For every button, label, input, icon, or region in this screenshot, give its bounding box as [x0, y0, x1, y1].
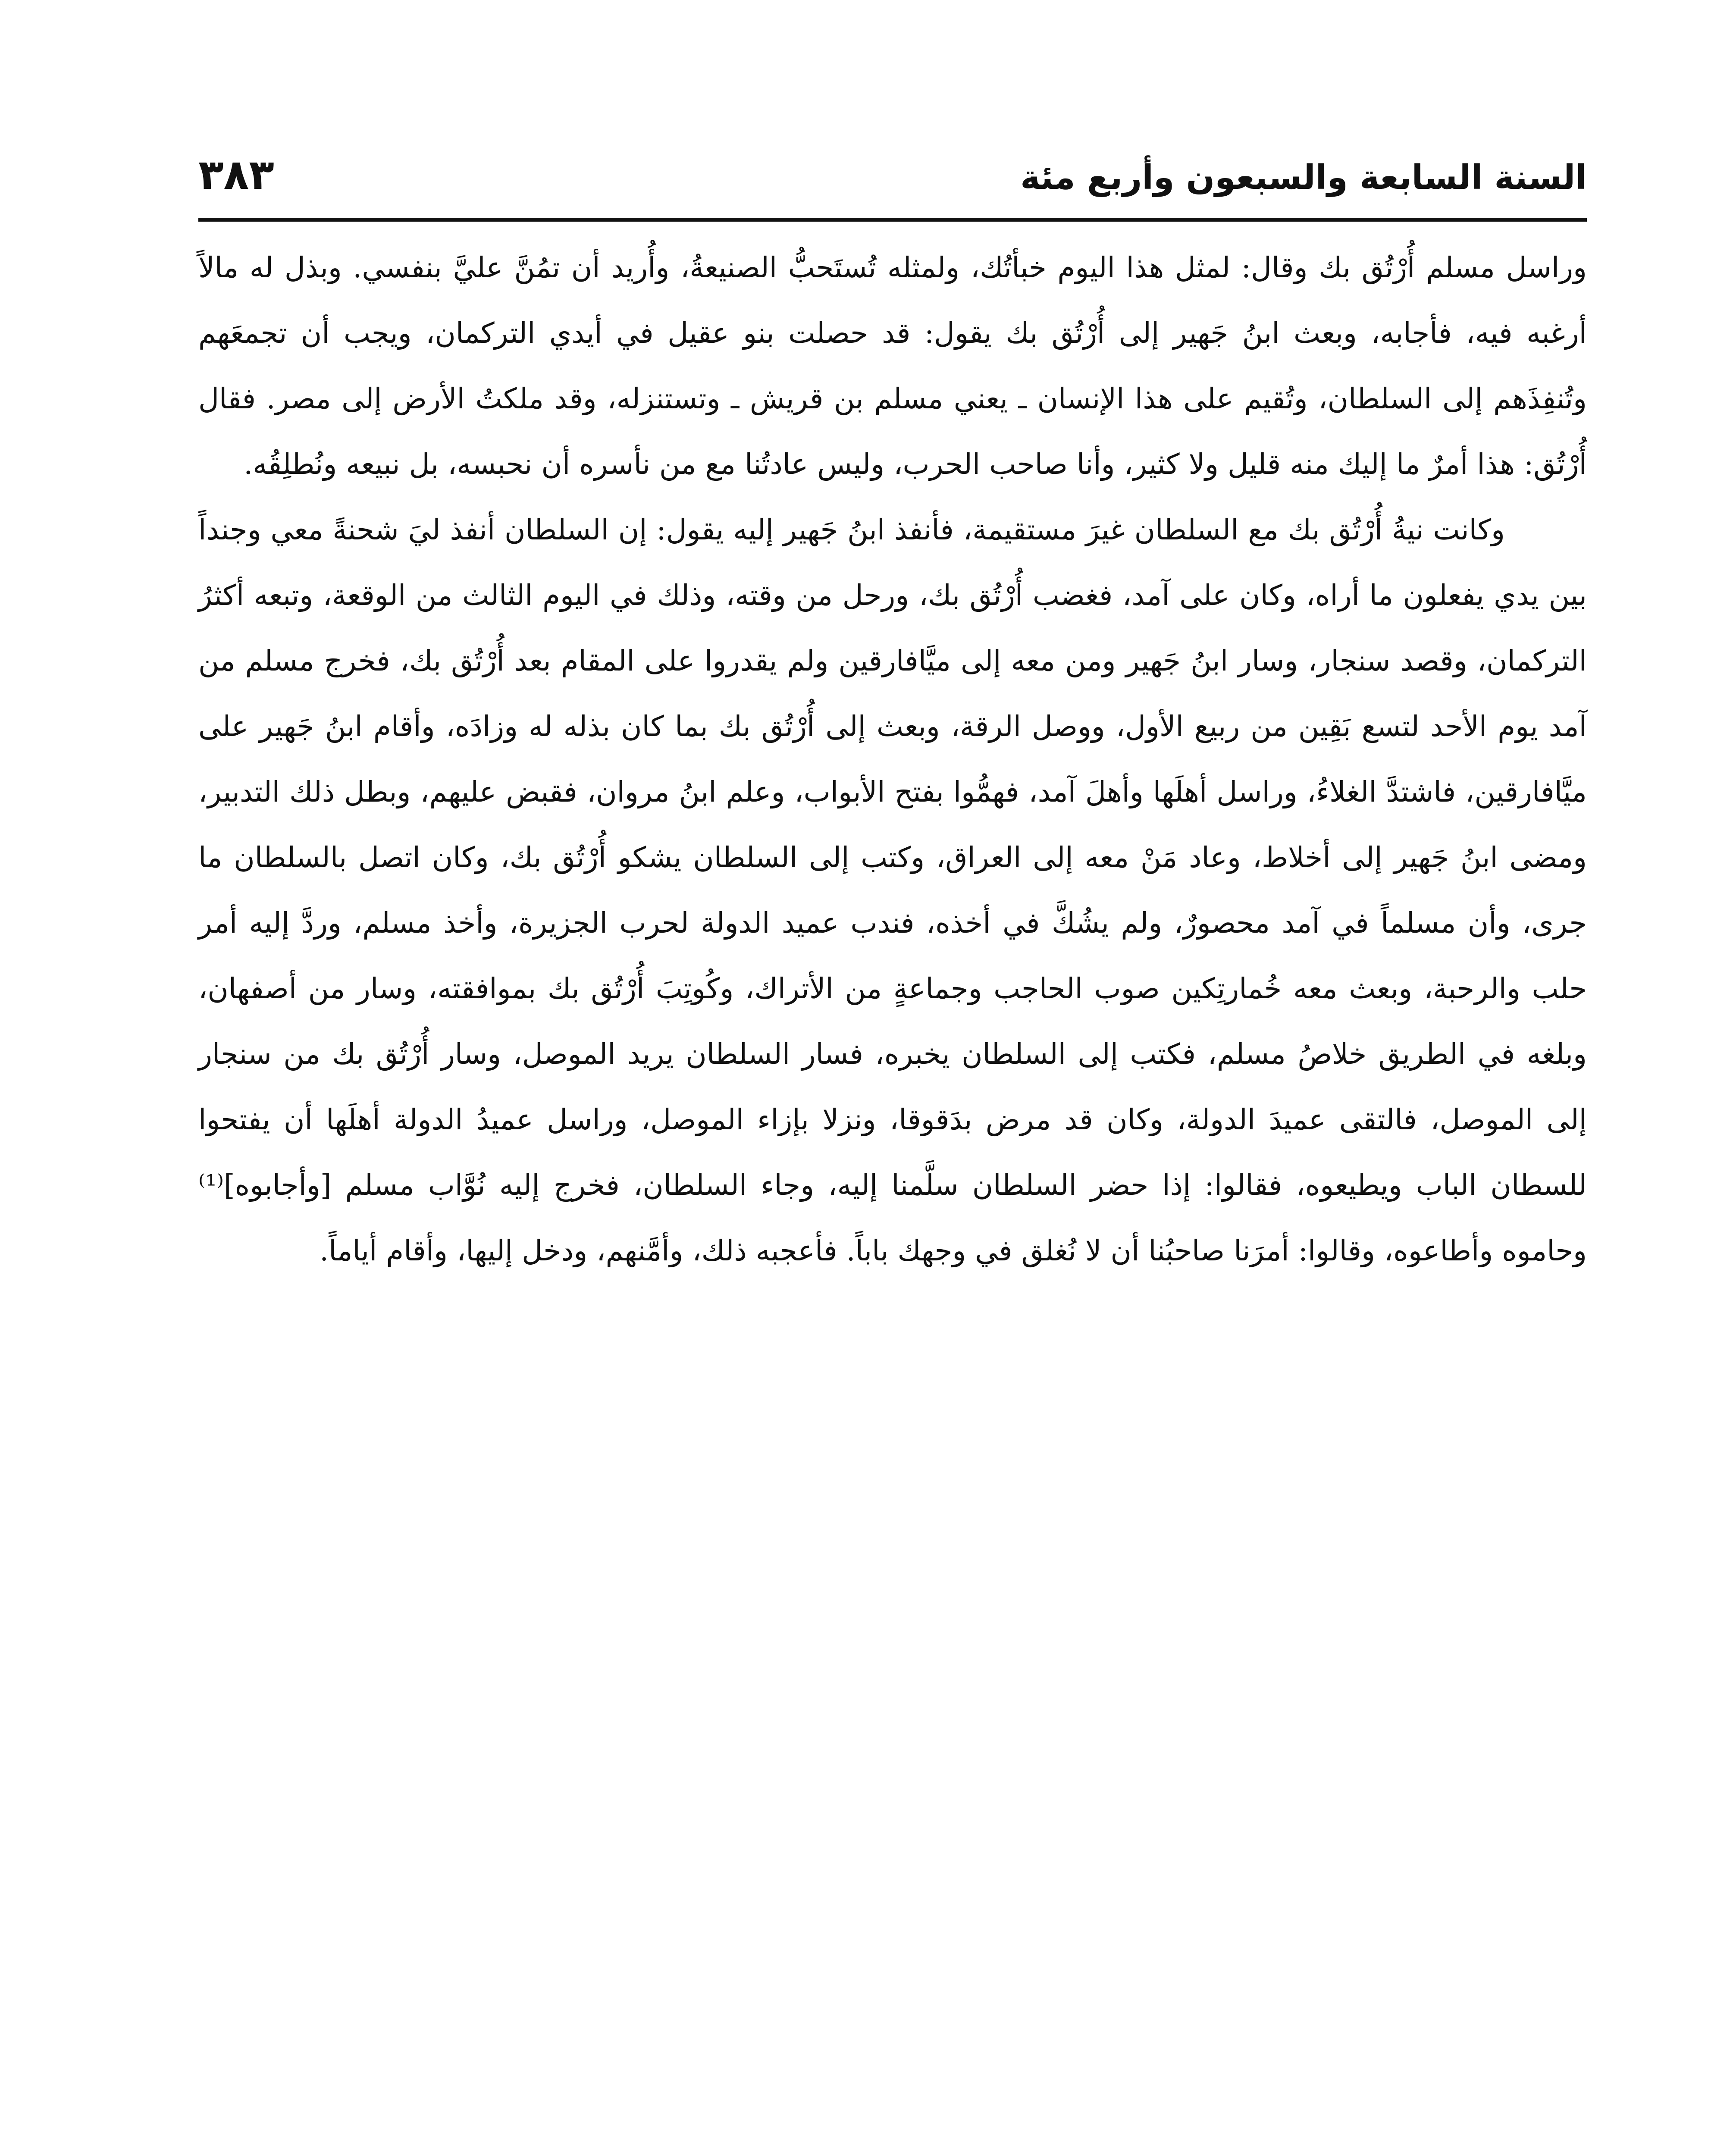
header-rule [198, 218, 1587, 222]
page-number: ٣٨٣ [198, 150, 274, 199]
running-head: السنة السابعة والسبعون وأربع مئة [1020, 158, 1587, 197]
page-header [198, 147, 1587, 211]
paragraph: وراسل مسلم أُرْتُق بك وقال: لمثل هذا اليوم خبأتُك، ولمثله تُستَحبُّ الصنيعةُ، وأُريد أن تمُنَّ عليَّ بنفسي. وبذل له مالاً أرغبه فيه، فأجابه، وبعث ابنُ جَهير إلى أُرْتُق بك يقول: قد حصلت بنو عقيل في أيدي التركمان، ويجب أن تجمعَهم وتُنفِذَهم إلى السلطان، وتُقيم على هذا الإنسان ـ يعني مسلم بن قريش ـ وتستنزله، وقد ملكتُ الأرض إلى مصر. فقال أُرْتُق: هذا أمرٌ ما إليك منه قليل ولا كثير، وأنا صاحب الحرب، وليس عادتُنا مع من نأسره أن نحبسه، بل نبيعه ونُطلِقُه. [198, 251, 1587, 481]
main-text [198, 235, 1587, 1284]
paragraph: وكانت نيةُ أُرْتُق بك مع السلطان غيرَ مستقيمة، فأنفذ ابنُ جَهير إليه يقول: إن السلطان أنفذ ليَ شحنةً معي وجنداً بين يدي يفعلون ما أراه، وكان على آمد، فغضب أُرْتُق بك، ورحل من وقته، وذلك في اليوم الثالث من الوقعة، وتبعه أكثرُ التركمان، وقصد سنجار، وسار ابنُ جَهير ومن معه إلى ميَّافارقين ولم يقدروا على المقام بعد أُرْتُق بك، فخرج مسلم من آمد يوم الأحد لتسع بَقِين من ربيع الأول، ووصل الرقة، وبعث إلى أُرْتُق بك بما كان بذله له وزادَه، وأقام ابنُ جَهير على ميَّافارقين، فاشتدَّ الغلاءُ، وراسل أهلَها وأهلَ آمد، فهمُّوا بفتح الأبواب، وعلم ابنُ مروان، فقبض عليهم، وبطل ذلك التدبير، ومضى ابنُ جَهير إلى أخلاط، وعاد مَنْ معه إلى العراق، وكتب إلى السلطان يشكو أُرْتُق بك، وكان اتصل بالسلطان ما جرى، وأن مسلماً في آمد محصورٌ، ولم يشُكَّ في أخذه، فندب عميد الدولة لحرب الجزيرة، وأخذ مسلم، وردَّ إليه أمر حلب والرحبة، وبعث معه خُمارتِكين صوب الحاجب وجماعةٍ من الأتراك، وكُوتِبَ أُرْتُق بك بموافقته، وسار من أصفهان، وبلغه في الطريق خلاصُ مسلم، فكتب إلى السلطان يخبره، فسار السلطان يريد الموصل، وسار أُرْتُق بك من سنجار إلى الموصل، فالتقى عميدَ الدولة، وكان قد مرض بدَقوقا، ونزلا بإزاء الموصل، وراسل عميدُ الدولة أهلَها أن يفتحوا للسطان الباب ويطيعوه، فقالوا: إذا حضر السلطان سلَّمنا إليه، وجاء السلطان، فخرج إليه نُوَّاب مسلم [وأجابوه]⁽¹⁾ وحاموه وأطاعوه، وقالوا: أمرَنا صاحبُنا أن لا نُغلق في وجهك باباً. فأعجبه ذلك، وأمَّنهم، ودخل إليها، وأقام أياماً. [198, 513, 1587, 1267]
